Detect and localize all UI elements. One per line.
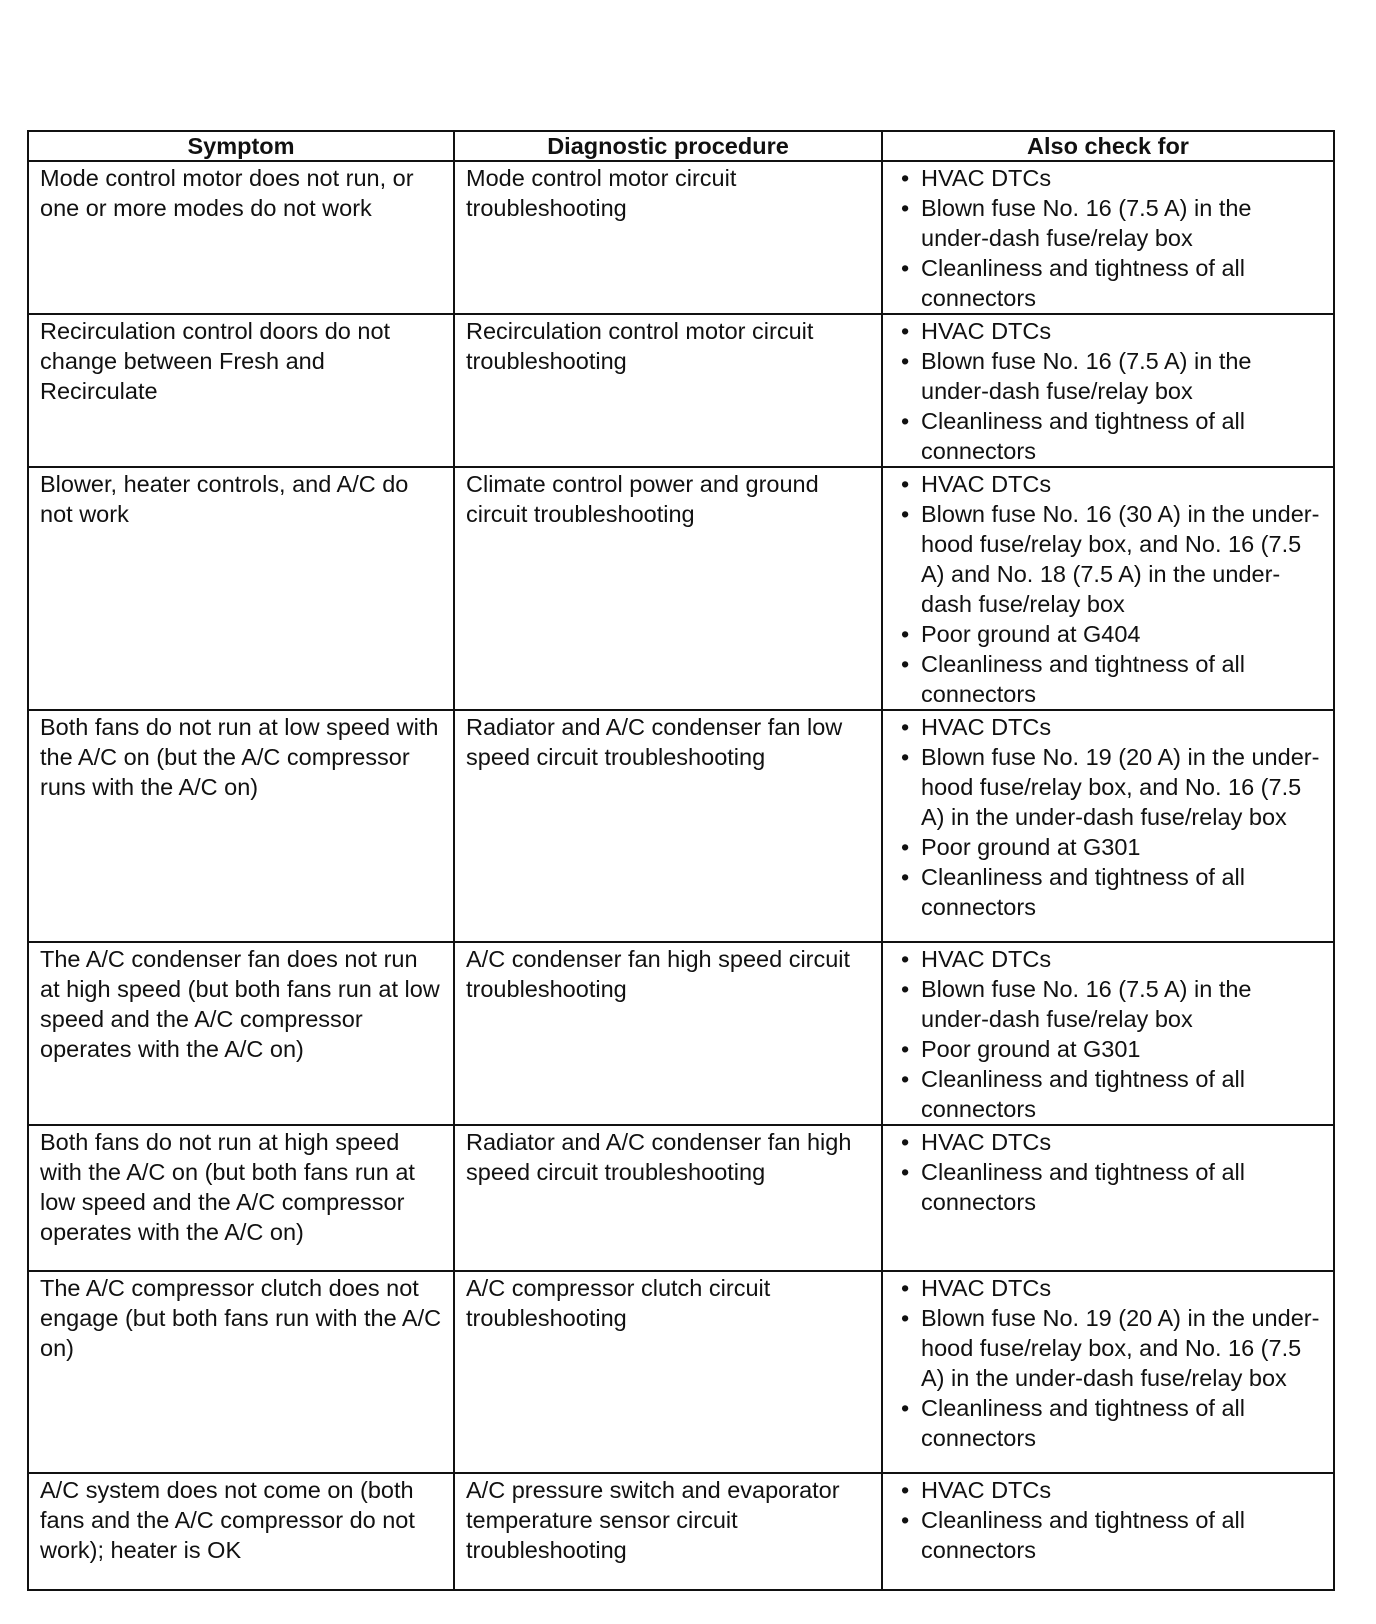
also-check-cell <box>882 161 1334 314</box>
check-item: • Poor ground at G404 <box>894 619 1323 649</box>
header-row <box>28 131 1334 161</box>
check-item: • HVAC DTCs <box>894 469 1323 499</box>
check-list <box>894 1273 1323 1453</box>
symptom-cell: Recirculation control doors do not change between Fresh and Recirculate <box>28 314 454 467</box>
table-row <box>28 710 1334 942</box>
check-list <box>894 1127 1323 1217</box>
procedure-cell: A/C condenser fan high speed circuit troubleshooting <box>454 942 882 1125</box>
symptom-cell: Blower, heater controls, and A/C do not work <box>28 467 454 710</box>
check-item: • HVAC DTCs <box>894 316 1323 346</box>
check-item: • Cleanliness and tightness of all connectors <box>894 1157 1323 1217</box>
check-list <box>894 1475 1323 1565</box>
also-check-cell <box>882 1125 1334 1271</box>
check-item: • Cleanliness and tightness of all connectors <box>894 406 1323 466</box>
symptom-cell: Mode control motor does not run, or one or more modes do not work <box>28 161 454 314</box>
also-check-cell <box>882 710 1334 942</box>
check-item: • Cleanliness and tightness of all connectors <box>894 1064 1323 1124</box>
procedure-cell: A/C compressor clutch circuit troubleshooting <box>454 1271 882 1473</box>
symptom-cell: Both fans do not run at low speed with the A/C on (but the A/C compressor runs with the A/C on) <box>28 710 454 942</box>
procedure-cell: Radiator and A/C condenser fan low speed circuit troubleshooting <box>454 710 882 942</box>
check-list <box>894 712 1323 922</box>
check-item: • Cleanliness and tightness of all connectors <box>894 1393 1323 1453</box>
symptom-cell: The A/C condenser fan does not run at high speed (but both fans run at low speed and the A/C compressor operates with the A/C on) <box>28 942 454 1125</box>
check-item: • Cleanliness and tightness of all connectors <box>894 1505 1323 1565</box>
symptom-cell: A/C system does not come on (both fans and the A/C compressor do not work); heater is OK <box>28 1473 454 1590</box>
check-item: • Blown fuse No. 16 (7.5 A) in the under-dash fuse/relay box <box>894 974 1323 1034</box>
check-list <box>894 469 1323 709</box>
check-item: • Cleanliness and tightness of all connectors <box>894 862 1323 922</box>
check-list <box>894 163 1323 313</box>
procedure-cell: Radiator and A/C condenser fan high speed circuit troubleshooting <box>454 1125 882 1271</box>
header-also-check-for: Also check for <box>882 131 1334 161</box>
also-check-cell <box>882 314 1334 467</box>
check-item: • Poor ground at G301 <box>894 832 1323 862</box>
also-check-cell <box>882 1473 1334 1590</box>
procedure-cell: Mode control motor circuit troubleshooting <box>454 161 882 314</box>
also-check-cell <box>882 942 1334 1125</box>
check-item: • Poor ground at G301 <box>894 1034 1323 1064</box>
table-row <box>28 161 1334 314</box>
check-item: • HVAC DTCs <box>894 163 1323 193</box>
header-symptom: Symptom <box>28 131 454 161</box>
procedure-cell: Climate control power and ground circuit troubleshooting <box>454 467 882 710</box>
check-item: • Cleanliness and tightness of all connectors <box>894 649 1323 709</box>
table-row <box>28 1125 1334 1271</box>
table-body <box>28 161 1334 1590</box>
check-item: • HVAC DTCs <box>894 712 1323 742</box>
check-item: • Blown fuse No. 16 (7.5 A) in the under-dash fuse/relay box <box>894 346 1323 406</box>
header-diagnostic-procedure: Diagnostic procedure <box>454 131 882 161</box>
also-check-cell <box>882 1271 1334 1473</box>
check-item: • HVAC DTCs <box>894 1273 1323 1303</box>
procedure-cell: Recirculation control motor circuit troubleshooting <box>454 314 882 467</box>
table-row <box>28 1473 1334 1590</box>
check-item: • Blown fuse No. 16 (30 A) in the under-hood fuse/relay box, and No. 16 (7.5 A) and No. 18 (7.5 A) in the under-dash fuse/relay box <box>894 499 1323 619</box>
check-list <box>894 316 1323 466</box>
check-item: • HVAC DTCs <box>894 944 1323 974</box>
also-check-cell <box>882 467 1334 710</box>
table-row <box>28 942 1334 1125</box>
procedure-cell: A/C pressure switch and evaporator temperature sensor circuit troubleshooting <box>454 1473 882 1590</box>
check-item: • HVAC DTCs <box>894 1127 1323 1157</box>
symptom-cell: Both fans do not run at high speed with the A/C on (but both fans run at low speed and the A/C compressor operates with the A/C on) <box>28 1125 454 1271</box>
troubleshooting-table <box>27 130 1335 1591</box>
check-item: • Blown fuse No. 19 (20 A) in the under-hood fuse/relay box, and No. 16 (7.5 A) in the under-dash fuse/relay box <box>894 1303 1323 1393</box>
check-list <box>894 944 1323 1124</box>
check-item: • HVAC DTCs <box>894 1475 1323 1505</box>
table-row <box>28 314 1334 467</box>
symptom-cell: The A/C compressor clutch does not engage (but both fans run with the A/C on) <box>28 1271 454 1473</box>
table-row <box>28 467 1334 710</box>
check-item: • Cleanliness and tightness of all connectors <box>894 253 1323 313</box>
check-item: • Blown fuse No. 16 (7.5 A) in the under-dash fuse/relay box <box>894 193 1323 253</box>
check-item: • Blown fuse No. 19 (20 A) in the under-hood fuse/relay box, and No. 16 (7.5 A) in the under-dash fuse/relay box <box>894 742 1323 832</box>
table-row <box>28 1271 1334 1473</box>
